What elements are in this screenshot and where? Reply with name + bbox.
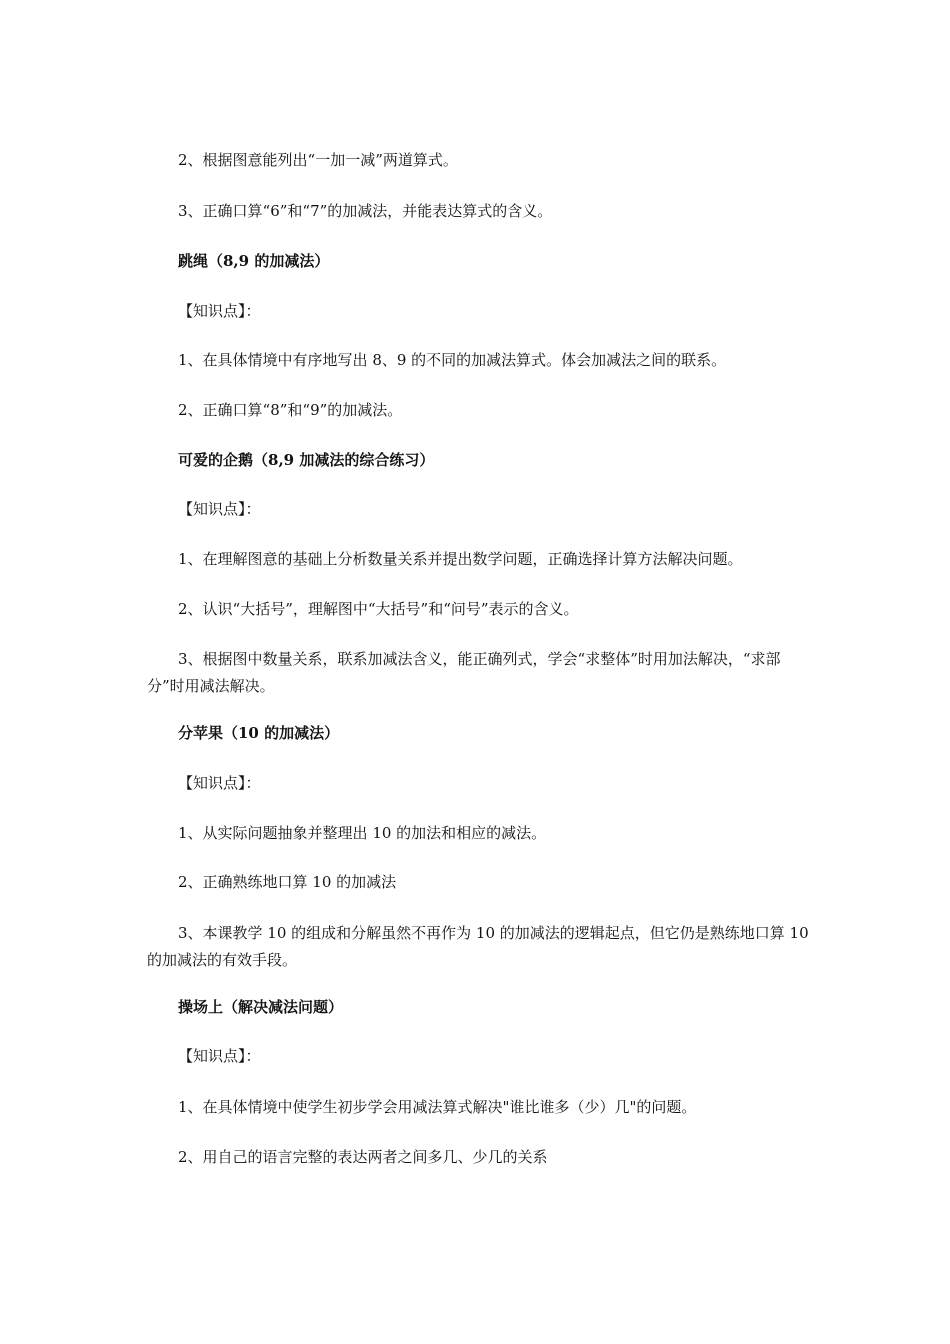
knowledge-item-2: 2、用自己的语言完整的表达两者之间多几、少几的关系	[178, 1148, 548, 1166]
knowledge-item-2: 2、认识“大括号”，理解图中“大括号”和“问号”表示的含义。	[178, 600, 579, 618]
knowledge-item-3: 3、根据图中数量关系，联系加减法含义，能正确列式，学会“求整体”时用加法解决，“求部分”时用减法解决。	[147, 650, 781, 695]
knowledge-item-1: 1、在具体情境中有序地写出 8、9 的不同的加减法算式。体会加减法之间的联系。	[178, 351, 727, 369]
section-heading-jump-rope: 跳绳（8,9 的加减法）	[178, 252, 330, 270]
goal-item-3: 3、正确口算“6”和“7”的加减法，并能表达算式的含义。	[178, 202, 553, 220]
section-heading-penguin: 可爱的企鹅（8,9 加减法的综合练习）	[178, 451, 435, 469]
knowledge-item-1: 1、从实际问题抽象并整理出 10 的加法和相应的减法。	[178, 824, 547, 842]
goal-item-2: 2、根据图意能列出“一加一减”两道算式。	[178, 151, 458, 169]
knowledge-item-1: 1、在理解图意的基础上分析数量关系并提出数学问题，正确选择计算方法解决问题。	[178, 550, 743, 568]
knowledge-item-2: 2、正确熟练地口算 10 的加减法	[178, 873, 397, 891]
knowledge-points-label: 【知识点】：	[178, 774, 261, 792]
knowledge-item-1: 1、在具体情境中使学生初步学会用减法算式解决"谁比谁多（少）几"的问题。	[178, 1098, 697, 1116]
knowledge-item-3: 3、本课教学 10 的组成和分解虽然不再作为 10 的加减法的逻辑起点，但它仍是熟练地口算 10 的加减法的有效手段。	[147, 924, 809, 969]
section-heading-playground: 操场上（解决减法问题）	[178, 998, 344, 1016]
knowledge-item-2: 2、正确口算“8”和“9”的加减法。	[178, 401, 403, 419]
section-heading-apples: 分苹果（10 的加减法）	[178, 724, 340, 742]
knowledge-points-label: 【知识点】：	[178, 1047, 261, 1065]
knowledge-points-label: 【知识点】：	[178, 500, 261, 518]
knowledge-points-label: 【知识点】：	[178, 302, 261, 320]
